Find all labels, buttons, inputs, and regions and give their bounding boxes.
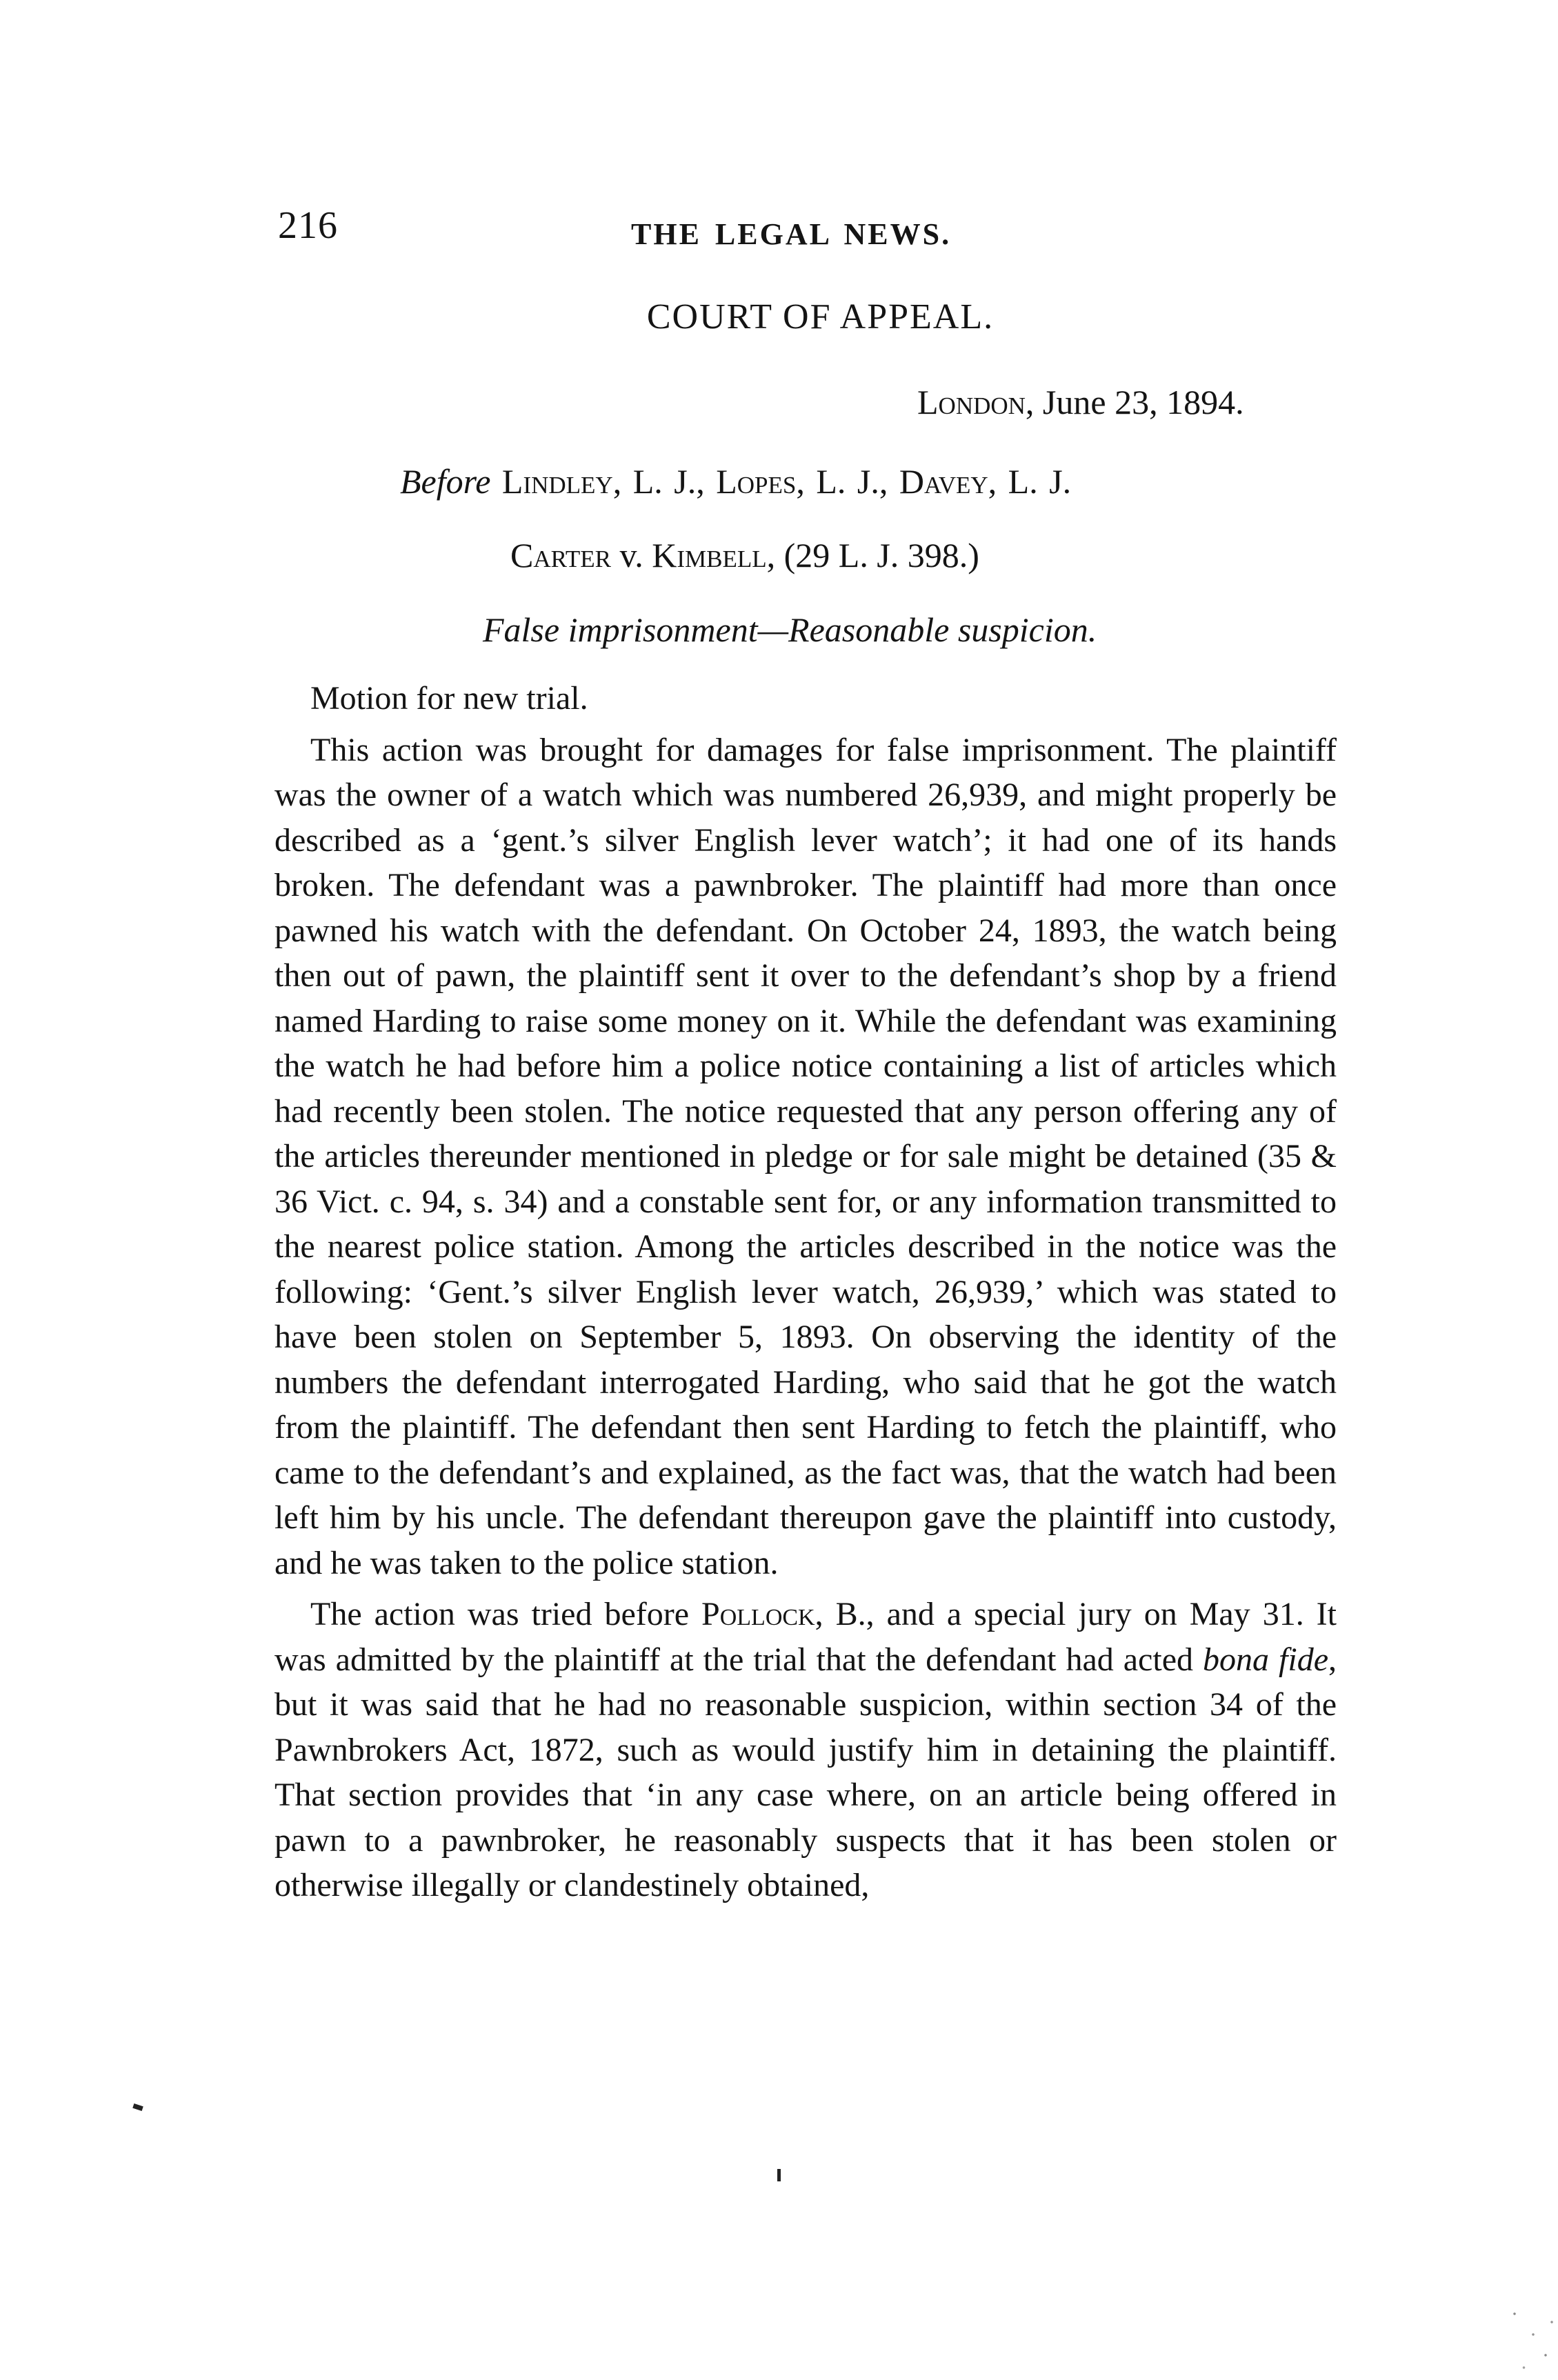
trial-text: , but it was said that he had no reasonable suspicion, within section 34 of the Pawnbrokers Act, 1872, such as would justify him in detaining the plaintiff. That section provides that ‘in any case where, on an article being offered in pawn to a pawnbroker, he reasonably suspects that it has been stolen or otherwise illegally or clandestinely obtained,	[274, 1641, 1337, 1903]
judge-name: Lindley	[501, 462, 613, 501]
court-heading: COURT OF APPEAL.	[646, 297, 995, 337]
facts-paragraph: This action was brought for damages for false imprisonment. The plaintiff was the owner of a watch which was numbered 26,939, and might properly be described as a ‘gent.’s silver English lever watch’; it had one of its hands broken. The defendant was a pawnbroker. The plaintiff had more than once pawned his watch with the defendant. On October 24, 1893, the watch being then out of pawn, the plaintiff sent it over to the defendant’s shop by a friend named Harding to raise some money on it. While the defendant was examining the watch he had before him a police notice containing a list of articles which had recently been stolen. The notice requested that any person offering any of the articles thereunder mentioned in pledge or for sale might be detained (35 & 36 Vict. c. 94, s. 34) and a constable sent for, or any information transmitted to the nearest police station. Among the articles described in the notice was the following: ‘Gent.’s silver English lever watch, 26,939,’ which was stated to have been stolen on September 5, 1893. On observing the identity of the numbers the defendant interrogated Harding, who said that he got the watch from the plaintiff. The defendant then sent Harding to fetch the plaintiff, who came to the defendant’s and explained, as the fact was, that the watch had been left him by his uncle. The defendant thereupon gave the plaintiff into custody, and he was taken to the police station.	[274, 731, 1337, 1581]
scan-speckle	[1496, 2297, 1558, 2380]
case-versus: v.	[610, 536, 652, 574]
page-number: 216	[278, 204, 338, 247]
case-defendant: Kimbell	[652, 536, 767, 574]
case-name	[510, 532, 979, 578]
judge-title: , L. J.	[988, 462, 1072, 501]
judge-name: Lopes	[716, 462, 797, 501]
motion-paragraph: Motion for new trial.	[310, 680, 588, 717]
stray-ink-mark	[132, 2103, 143, 2111]
catchwords: False imprisonment—Reasonable suspicion.	[483, 610, 1097, 649]
case-citation: , (29 L. J. 398.)	[766, 536, 979, 574]
judge-name: Davey	[899, 462, 988, 501]
judge-title: , L. J.,	[796, 462, 899, 501]
report-body	[274, 676, 1337, 1908]
dateline-place: London	[917, 383, 1026, 421]
trial-text: , B., and a special jury on May 31. It was admitted by the plaintiff at the trial that the defendant had acted	[274, 1596, 1337, 1678]
bench-line	[400, 459, 1071, 504]
folio-mark	[777, 2169, 781, 2181]
dateline-date: , June 23, 1894.	[1025, 383, 1244, 421]
dateline	[917, 379, 1244, 425]
bona-fide-phrase: bona fide	[1203, 1641, 1328, 1678]
judge-title: , L. J.,	[612, 462, 717, 501]
trial-text: The action was tried before	[310, 1596, 702, 1632]
case-plaintiff: Carter	[510, 536, 611, 574]
trial-paragraph	[274, 1592, 1337, 1908]
bench-prefix: Before	[400, 462, 491, 501]
trial-judge: Pollock	[701, 1596, 815, 1632]
running-title: THE LEGAL NEWS.	[631, 217, 952, 251]
